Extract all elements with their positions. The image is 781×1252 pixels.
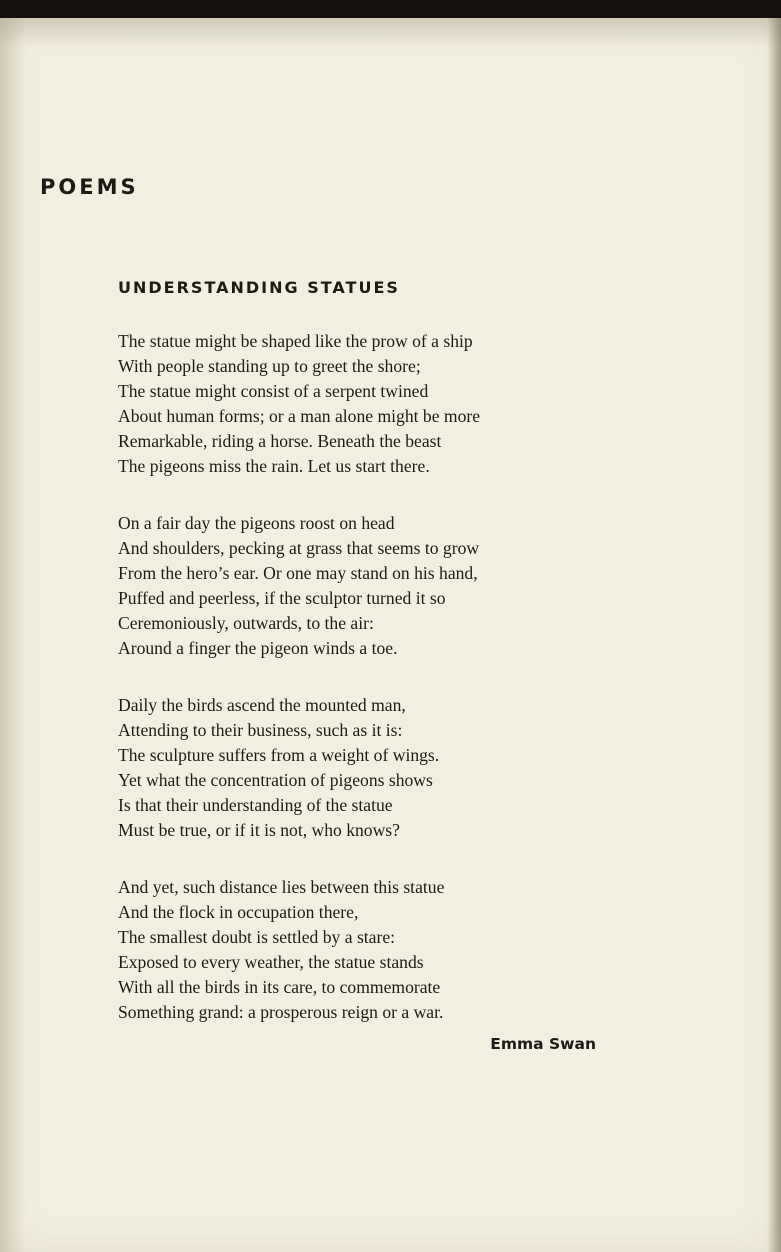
poem-line: Puffed and peerless, if the sculptor turned it so <box>118 588 446 608</box>
poem-line: And the flock in occupation there, <box>118 902 359 922</box>
poem-line: Ceremoniously, outwards, to the air: <box>118 613 374 633</box>
poem-line: The statue might be shaped like the prow of a ship <box>118 331 473 351</box>
poem-line: Daily the birds ascend the mounted man, <box>118 695 406 715</box>
book-page <box>0 18 781 1252</box>
poem-title: UNDERSTANDING STATUES <box>118 278 400 297</box>
poem-line: And shoulders, pecking at grass that seems to grow <box>118 538 480 558</box>
poem-line: And yet, such distance lies between this statue <box>118 877 445 897</box>
stanza-3 <box>118 693 618 843</box>
poem-author: Emma Swan <box>490 1035 596 1053</box>
poem-line: Exposed to every weather, the statue stands <box>118 952 424 972</box>
poem-line: Yet what the concentration of pigeons shows <box>118 770 433 790</box>
page-top-edge <box>0 0 781 18</box>
poem-line: On a fair day the pigeons roost on head <box>118 513 395 533</box>
poem-line: Something grand: a prosperous reign or a war. <box>118 1002 444 1022</box>
poem-line: About human forms; or a man alone might be more <box>118 406 481 426</box>
poem-line: Attending to their business, such as it is: <box>118 720 403 740</box>
poem-line: With all the birds in its care, to commemorate <box>118 977 441 997</box>
poem-line: Around a finger the pigeon winds a toe. <box>118 638 398 658</box>
stanza-1 <box>118 329 618 479</box>
poem-body <box>118 329 618 1057</box>
poem-line: Is that their understanding of the statue <box>118 795 393 815</box>
poem-line: With people standing up to greet the shore; <box>118 356 421 376</box>
poem-line: Remarkable, riding a horse. Beneath the beast <box>118 431 442 451</box>
poem-line: The statue might consist of a serpent twined <box>118 381 429 401</box>
section-title: POEMS <box>40 175 139 199</box>
poem-line: The pigeons miss the rain. Let us start there. <box>118 456 430 476</box>
poem-line: The smallest doubt is settled by a stare: <box>118 927 396 947</box>
poem-line: Must be true, or if it is not, who knows? <box>118 820 400 840</box>
poem-line: From the hero’s ear. Or one may stand on his hand, <box>118 563 478 583</box>
stanza-2 <box>118 511 618 661</box>
poem-line: The sculpture suffers from a weight of wings. <box>118 745 440 765</box>
stanza-4 <box>118 875 618 1025</box>
